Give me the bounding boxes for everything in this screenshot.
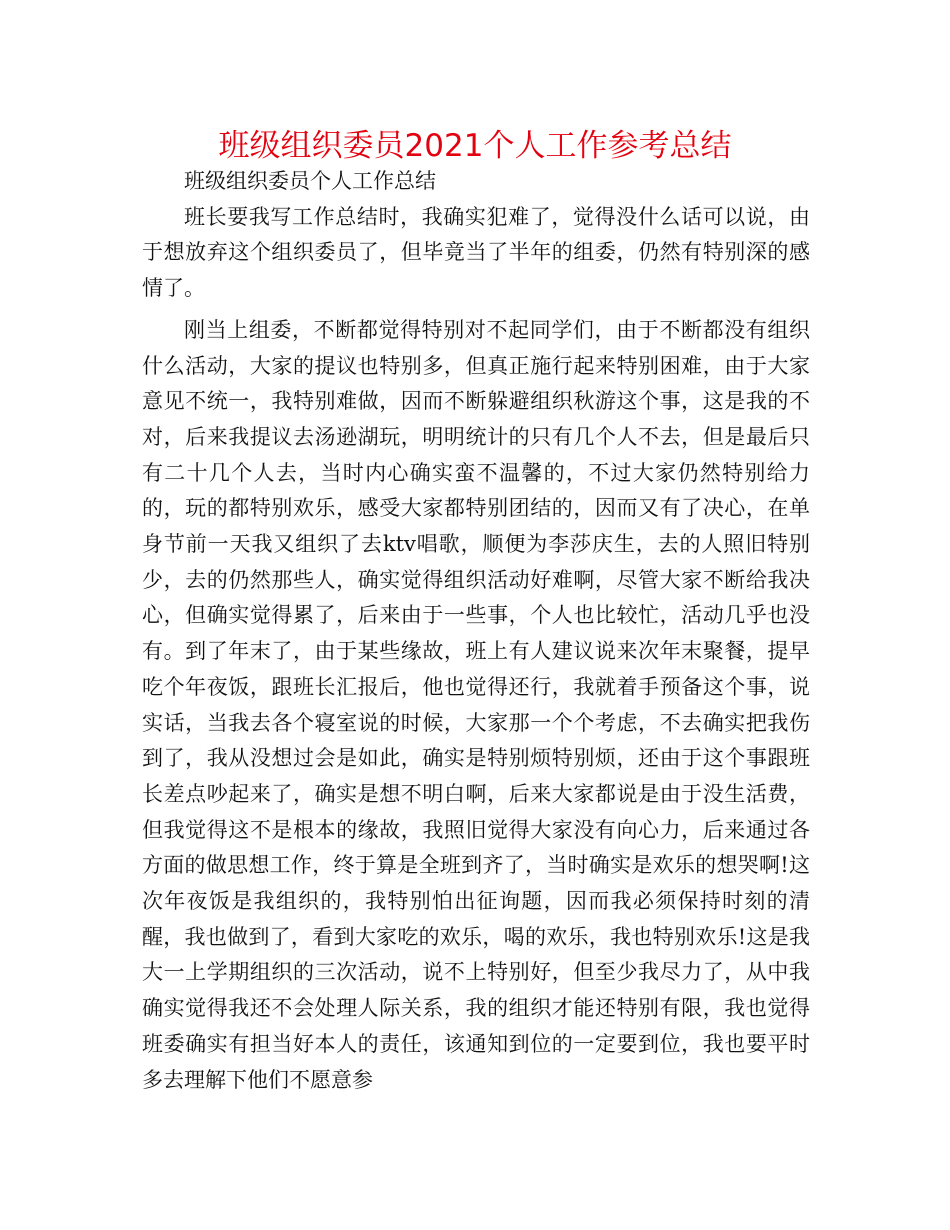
document-title: 班级组织委员2021个人工作参考总结 xyxy=(218,128,732,164)
paragraph-2: 刚当上组委，不断都觉得特别对不起同学们，由于不断都没有组织什么活动，大家的提议也特别多，但真正施行起来特别困难，由于大家意见不统一，我特别难做，因而不断躲避组织秋游这个事，这是我的不对，后来我提议去汤逊湖玩，明明统计的只有几个人不去，但是最后只有二十几个人去，当时内心确实蛮不温馨的，不过大家仍然特别给力的，玩的都特别欢乐，感受大家都特别团结的，因而又有了决心，在单身节前一天我又组织了去ktv唱歌，顺便为李莎庆生，去的人照旧特别少，去的仍然那些人，确实觉得组织活动好难啊，尽管大家不断给我决心，但确实觉得累了，后来由于一些事，个人也比较忙，活动几乎也没有。到了年末了，由于某些缘故，班上有人建议说来次年末聚餐，提早吃个年夜饭，跟班长汇报后，他也觉得还行，我就着手预备这个事，说实话，当我去各个寝室说的时候，大家那一个个考虑，不去确实把我伤到了，我从没想过会是如此，确实是特别烦特别烦，还由于这个事跟班长差点吵起来了，确实是想不明白啊，后来大家都说是由于没生活费，但我觉得这不是根本的缘故，我照旧觉得大家没有向心力，后来通过各方面的做思想工作，终于算是全班到齐了，当时确实是欢乐的想哭啊!这次年夜饭是我组织的，我特别怕出征询题，因而我必须保持时刻的清醒，我也做到了，看到大家吃的欢乐，喝的欢乐，我也特别欢乐!这是我大一上学期组织的三次活动，说不上特别好，但至少我尽力了，从中我确实觉得我还不会处理人际关系，我的组织才能还特别有限，我也觉得班委确实有担当好本人的责任，该通知到位的一定要到位，我也要平时多去理解下他们不愿意参 xyxy=(142,317,810,1092)
paragraph-1: 班长要我写工作总结时，我确实犯难了，觉得没什么话可以说，由于想放弃这个组织委员了，但毕竟当了半年的组委，仍然有特别深的感情了。 xyxy=(142,204,810,301)
document-subtitle: 班级组织委员个人工作总结 xyxy=(184,169,436,193)
document-body xyxy=(142,164,810,1098)
